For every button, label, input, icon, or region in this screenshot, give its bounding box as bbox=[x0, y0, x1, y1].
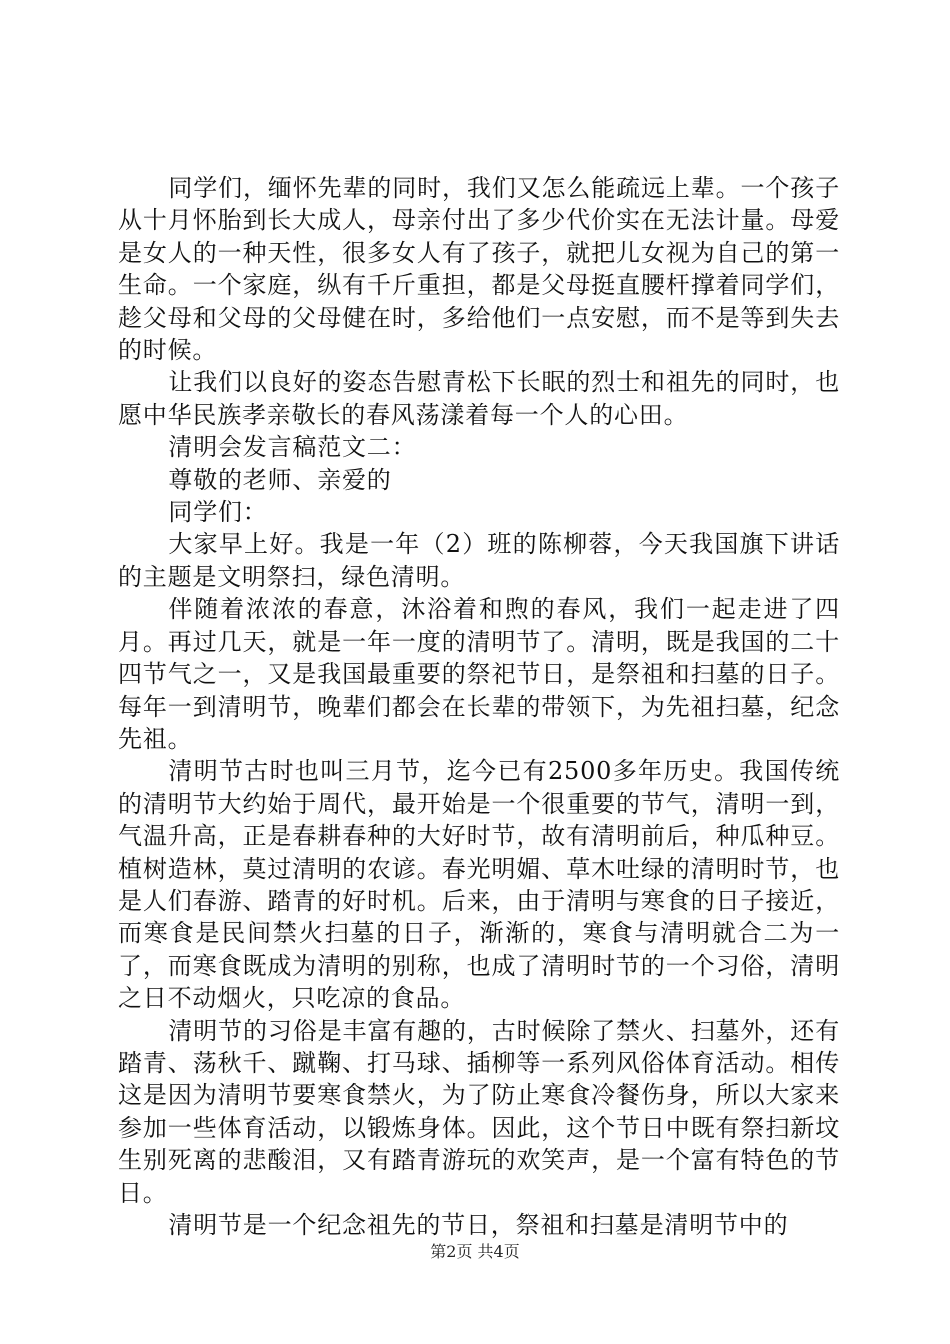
salutation-line-1: 尊敬的老师、亲爱的 bbox=[168, 465, 392, 494]
paragraph-april: 伴随着浓浓的春意，沐浴着和煦的春风，我们一起走进了四月。再过几天，就是一年一度的清明节了。清明，既是我国的二十四节气之一，又是我国最重要的祭祀节日，是祭祖和扫墓的日子。每年一到清明节，晚辈们都会在长辈的带领下，为先祖扫墓，纪念先祖。 bbox=[118, 595, 840, 753]
paragraph-history: 清明节古时也叫三月节，迄今已有2500多年历史。我国传统的清明节大约始于周代，最开始是一个很重要的节气，清明一到，气温升高，正是春耕春种的大好时节，故有清明前后，种瓜种豆。植树造林，莫过清明的农谚。春光明媚、草木吐绿的清明时节，也是人们春游、踏青的好时机。后来，由于清明与寒食的日子接近，而寒食是民间禁火扫墓的日子，渐渐的，寒食与清明就合二为一了，而寒食既成为清明的别称，也成了清明时节的一个习俗，清明之日不动烟火，只吃凉的食品。 bbox=[118, 757, 840, 1013]
paragraph-ancestors: 清明节是一个纪念祖先的节日，祭祖和扫墓是清明节中的 bbox=[168, 1211, 789, 1239]
paragraph-greeting: 大家早上好。我是一年（2）班的陈柳蓉，今天我国旗下讲话的主题是文明祭扫，绿色清明。 bbox=[118, 530, 840, 591]
salutation-line-2: 同学们： bbox=[168, 498, 268, 527]
paragraph-1: 同学们，缅怀先辈的同时，我们又怎么能疏远上辈。一个孩子从十月怀胎到长大成人，母亲付出了多少代价实在无法计量。母爱是女人的一种天性，很多女人有了孩子，就把儿女视为自己的第一生命。一个家庭，纵有千斤重担，都是父母挺直腰杆撑着同学们，趁父母和父母的父母健在时，多给他们一点安慰，而不是等到失去的时候。 bbox=[118, 174, 840, 365]
paragraph-2: 让我们以良好的姿态告慰青松下长眠的烈士和祖先的同时，也愿中华民族孝亲敬长的春风荡漾着每一个人的心田。 bbox=[118, 368, 840, 429]
page-footer: 第2页 共4页 bbox=[430, 1242, 520, 1261]
section-heading: 清明会发言稿范文二： bbox=[168, 433, 417, 462]
body-text bbox=[118, 172, 840, 1241]
paragraph-customs: 清明节的习俗是丰富有趣的，古时候除了禁火、扫墓外，还有踏青、荡秋千、蹴鞠、打马球、插柳等一系列风俗体育活动。相传这是因为清明节要寒食禁火，为了防止寒食冷餐伤身，所以大家来参加一些体育活动，以锻炼身体。因此，这个节日中既有祭扫新坟生别死离的悲酸泪，又有踏青游玩的欢笑声，是一个富有特色的节日。 bbox=[118, 1016, 840, 1207]
